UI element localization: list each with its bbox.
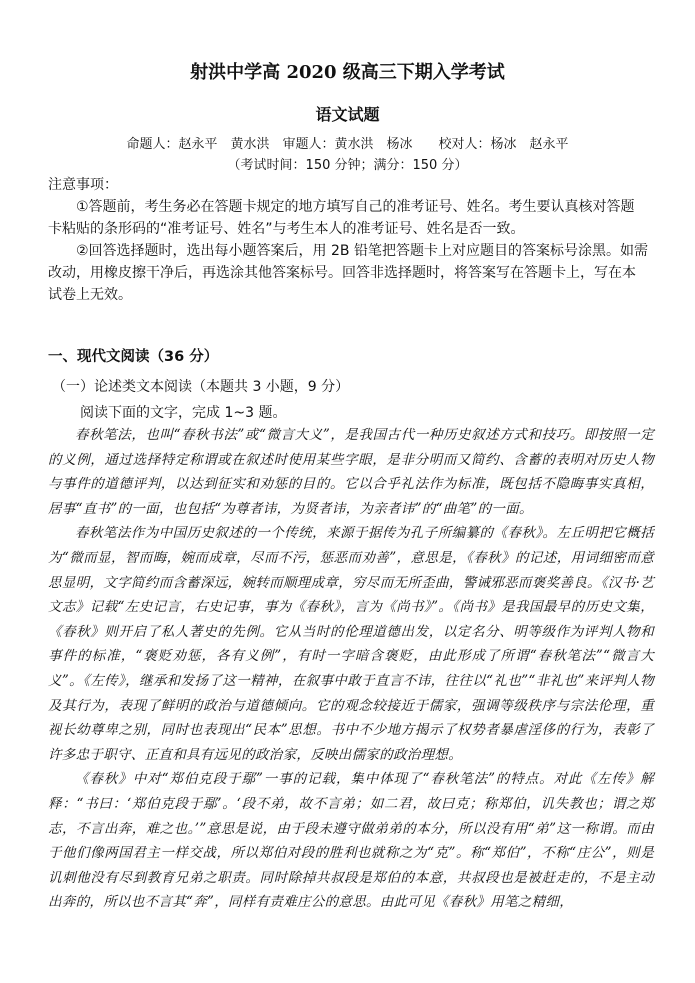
passage-paragraph: 春秋笔法作为中国历史叙述的一个传统，来源于据传为孔子所编纂的《春秋》。左丘明把它概括为“微而显，智而晦，婉而成章，尽而不污，惩恶而劝善”，意思是，《春秋》的记述，用词细密而意思显明，文字简约而含蓄深远，婉转而顺理成章，穷尽而无所歪曲，警诫邪恶而褒奖善良。《汉书·艺文志》记载“左史记言，右史记事，事为《春秋》，言为《尚书》”。《尚书》是我国最早的历史文集，《春秋》则开启了私人著史的先例。它从当时的伦理道德出发，以定名分、明等级作为评判人物和事件的标准，“褒贬劝惩，各有义例”，有时一字暗含褒贬，由此形成了所谓“春秋笔法”“微言大义”。《左传》，继承和发扬了这一精神，在叙事中敢于直言不讳，往往以“礼也”“非礼也”来评判人物及其行为，表现了鲜明的政治与道德倾向。它的观念较接近于儒家，强调等级秩序与宗法伦理，重视长幼尊卑之别，同时也表现出“民本”思想。书中不少地方揭示了权势者暴虐淫侈的行为，表彰了许多忠于职守、正直和具有远见的政治家，反映出儒家的政治理想。	[48, 525, 654, 763]
staff-line: 命题人：赵永平 黄水洪 审题人：黄水洪 杨冰 校对人：杨冰 赵永平	[126, 137, 569, 152]
notice-item-2: ②回答选择题时，选出每小题答案后，用 2B 铅笔把答题卡上对应题目的答案标号涂黑。如需改动，用橡皮擦干净后，再选涂其他答案标号。回答非选择题时，将答案写在答题卡上，写在本试卷上无效。	[48, 243, 648, 303]
exam-title: 射洪中学高 2020 级高三下期入学考试	[190, 62, 505, 83]
passage-paragraph: 春秋笔法，也叫“春秋书法”或“微言大义”，是我国古代一种历史叙述方式和技巧。即按照一定的义例，通过选择特定称谓或在叙述时使用某些字眼，是非分明而又简约、含蓄的表明对历史人物与事件的道德评判，以达到征实和劝惩的目的。它以合乎礼法作为标准，既包括不隐晦事实真相，居事“直书”的一面，也包括“为尊者讳，为贤者讳，为亲者讳”的“曲笔”的一面。	[48, 427, 654, 517]
notice-block	[48, 174, 648, 306]
subject-title: 语文试题	[315, 105, 380, 124]
notice-item-1: ①答题前，考生务必在答题卡规定的地方填写自己的准考证号、姓名。考生要认真核对答题卡粘贴的条形码的“准考证号、姓名”与考生本人的准考证号、姓名是否一致。	[48, 199, 635, 237]
section-heading: 一、现代文阅读（36 分）	[48, 349, 219, 365]
time-info: （考试时间：150 分钟；满分：150 分）	[227, 158, 468, 173]
part-heading: （一）论述类文本阅读（本题共 3 小题，9 分）	[52, 379, 350, 395]
notice-label: 注意事项：	[48, 177, 118, 193]
reading-passage	[48, 423, 654, 915]
passage-paragraph: 《春秋》中对“郑伯克段于鄢”一事的记载，集中体现了“春秋笔法”的特点。对此《左传》解释：“书曰：‘郑伯克段于鄢’。‘段不弟，故不言弟；如二君，故曰克；称郑伯，讥失教也；谓之郑志，不言出奔，难之也。’”意思是说，由于段未遵守做弟弟的本分，所以没有用“弟”这一称谓。而由于他们像两国君主一样交战，所以郑伯对段的胜利也就称之为“克”。称“郑伯”，不称“庄公”，则是讥刺他没有尽到教育兄弟之职责。同时除掉共叔段是郑伯的本意，共叔段也是被赶走的，不是主动出奔的，所以也不言其“奔”，同样有责难庄公的意思。由此可见《春秋》用笔之精细，	[48, 771, 654, 911]
reading-instruction: 阅读下面的文字，完成 1~3 题。	[80, 405, 287, 421]
